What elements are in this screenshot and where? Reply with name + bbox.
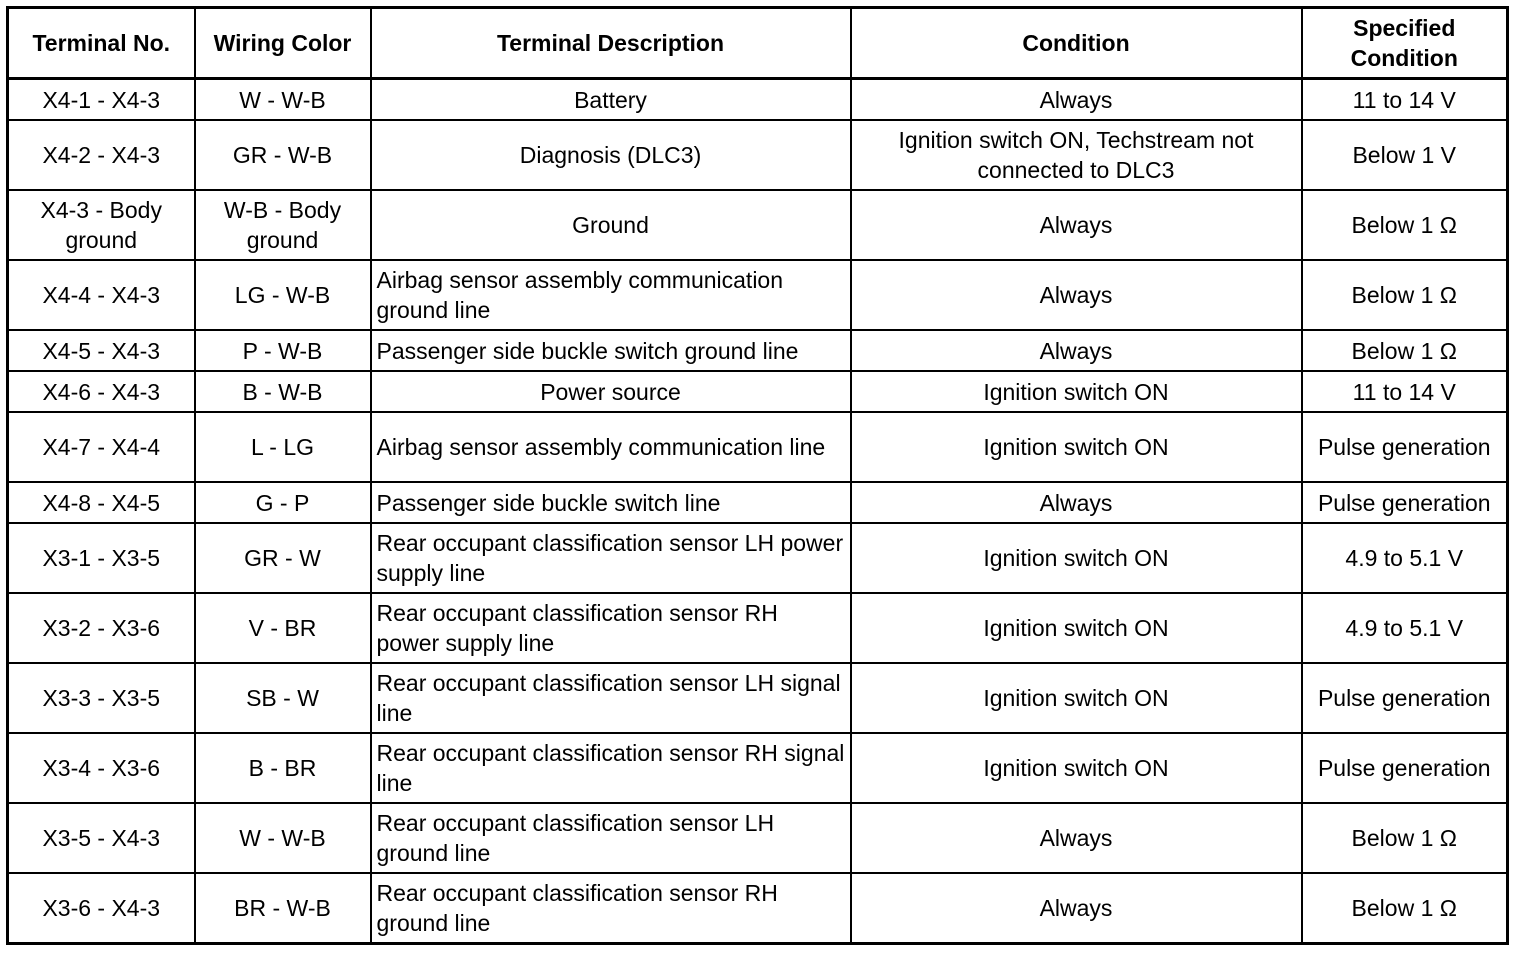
- table-row: [8, 733, 1508, 803]
- cell-terminal: X3-1 - X3-5: [8, 523, 195, 593]
- cell-condition: Always: [851, 330, 1302, 371]
- table-row: [8, 330, 1508, 371]
- cell-description: Rear occupant classification sensor RH ground line: [371, 873, 851, 944]
- cell-wiring-color: B - BR: [195, 733, 371, 803]
- cell-terminal: X3-6 - X4-3: [8, 873, 195, 944]
- cell-wiring-color: L - LG: [195, 412, 371, 482]
- cell-description: Passenger side buckle switch ground line: [371, 330, 851, 371]
- cell-specified-condition: Below 1 Ω: [1302, 330, 1508, 371]
- cell-condition: Always: [851, 873, 1302, 944]
- table-row: [8, 190, 1508, 260]
- cell-wiring-color: V - BR: [195, 593, 371, 663]
- cell-specified-condition: Below 1 Ω: [1302, 260, 1508, 330]
- cell-terminal: X3-2 - X3-6: [8, 593, 195, 663]
- table-row: [8, 523, 1508, 593]
- cell-wiring-color: G - P: [195, 482, 371, 523]
- header-condition: Condition: [851, 8, 1302, 79]
- cell-specified-condition: 4.9 to 5.1 V: [1302, 593, 1508, 663]
- cell-description: Battery: [371, 79, 851, 121]
- cell-specified-condition: 4.9 to 5.1 V: [1302, 523, 1508, 593]
- cell-condition: Always: [851, 803, 1302, 873]
- header-terminal-description: Terminal Description: [371, 8, 851, 79]
- cell-condition: Ignition switch ON: [851, 593, 1302, 663]
- cell-description: Power source: [371, 371, 851, 412]
- cell-wiring-color: GR - W-B: [195, 120, 371, 190]
- cell-condition: Ignition switch ON: [851, 663, 1302, 733]
- cell-terminal: X4-1 - X4-3: [8, 79, 195, 121]
- cell-specified-condition: Below 1 V: [1302, 120, 1508, 190]
- cell-description: Diagnosis (DLC3): [371, 120, 851, 190]
- cell-terminal: X4-3 - Body ground: [8, 190, 195, 260]
- cell-condition: Always: [851, 190, 1302, 260]
- cell-wiring-color: GR - W: [195, 523, 371, 593]
- cell-description: Airbag sensor assembly communication line: [371, 412, 851, 482]
- header-terminal-no: Terminal No.: [8, 8, 195, 79]
- terminal-specification-table: [6, 6, 1509, 945]
- cell-condition: Ignition switch ON: [851, 733, 1302, 803]
- cell-specified-condition: Below 1 Ω: [1302, 873, 1508, 944]
- cell-description: Rear occupant classification sensor LH ground line: [371, 803, 851, 873]
- cell-terminal: X4-4 - X4-3: [8, 260, 195, 330]
- table-row: [8, 120, 1508, 190]
- cell-condition: Always: [851, 79, 1302, 121]
- cell-terminal: X4-8 - X4-5: [8, 482, 195, 523]
- table-row: [8, 260, 1508, 330]
- cell-specified-condition: 11 to 14 V: [1302, 79, 1508, 121]
- header-specified-condition: Specified Condition: [1302, 8, 1508, 79]
- cell-terminal: X4-5 - X4-3: [8, 330, 195, 371]
- cell-terminal: X4-7 - X4-4: [8, 412, 195, 482]
- table-row: [8, 663, 1508, 733]
- cell-wiring-color: W - W-B: [195, 803, 371, 873]
- terminal-table-container: [6, 6, 1506, 945]
- cell-wiring-color: W - W-B: [195, 79, 371, 121]
- cell-condition: Always: [851, 482, 1302, 523]
- cell-description: Passenger side buckle switch line: [371, 482, 851, 523]
- cell-specified-condition: Pulse generation: [1302, 733, 1508, 803]
- table-row: [8, 803, 1508, 873]
- cell-terminal: X4-6 - X4-3: [8, 371, 195, 412]
- header-wiring-color: Wiring Color: [195, 8, 371, 79]
- cell-description: Airbag sensor assembly communication ground line: [371, 260, 851, 330]
- cell-specified-condition: Below 1 Ω: [1302, 803, 1508, 873]
- cell-description: Rear occupant classification sensor RH signal line: [371, 733, 851, 803]
- table-row: [8, 79, 1508, 121]
- table-row: [8, 412, 1508, 482]
- cell-condition: Ignition switch ON, Techstream not connected to DLC3: [851, 120, 1302, 190]
- cell-wiring-color: BR - W-B: [195, 873, 371, 944]
- table-row: [8, 593, 1508, 663]
- cell-condition: Always: [851, 260, 1302, 330]
- cell-description: Rear occupant classification sensor LH power supply line: [371, 523, 851, 593]
- table-row: [8, 482, 1508, 523]
- cell-wiring-color: LG - W-B: [195, 260, 371, 330]
- cell-wiring-color: SB - W: [195, 663, 371, 733]
- table-row: [8, 873, 1508, 944]
- cell-description: Ground: [371, 190, 851, 260]
- cell-specified-condition: 11 to 14 V: [1302, 371, 1508, 412]
- cell-description: Rear occupant classification sensor LH signal line: [371, 663, 851, 733]
- table-header-row: [8, 8, 1508, 79]
- cell-specified-condition: Pulse generation: [1302, 482, 1508, 523]
- cell-specified-condition: Pulse generation: [1302, 412, 1508, 482]
- cell-wiring-color: B - W-B: [195, 371, 371, 412]
- cell-terminal: X4-2 - X4-3: [8, 120, 195, 190]
- cell-condition: Ignition switch ON: [851, 371, 1302, 412]
- cell-condition: Ignition switch ON: [851, 523, 1302, 593]
- cell-specified-condition: Pulse generation: [1302, 663, 1508, 733]
- cell-terminal: X3-5 - X4-3: [8, 803, 195, 873]
- cell-condition: Ignition switch ON: [851, 412, 1302, 482]
- table-row: [8, 371, 1508, 412]
- cell-terminal: X3-3 - X3-5: [8, 663, 195, 733]
- cell-wiring-color: P - W-B: [195, 330, 371, 371]
- cell-specified-condition: Below 1 Ω: [1302, 190, 1508, 260]
- cell-wiring-color: W-B - Body ground: [195, 190, 371, 260]
- cell-description: Rear occupant classification sensor RH power supply line: [371, 593, 851, 663]
- cell-terminal: X3-4 - X3-6: [8, 733, 195, 803]
